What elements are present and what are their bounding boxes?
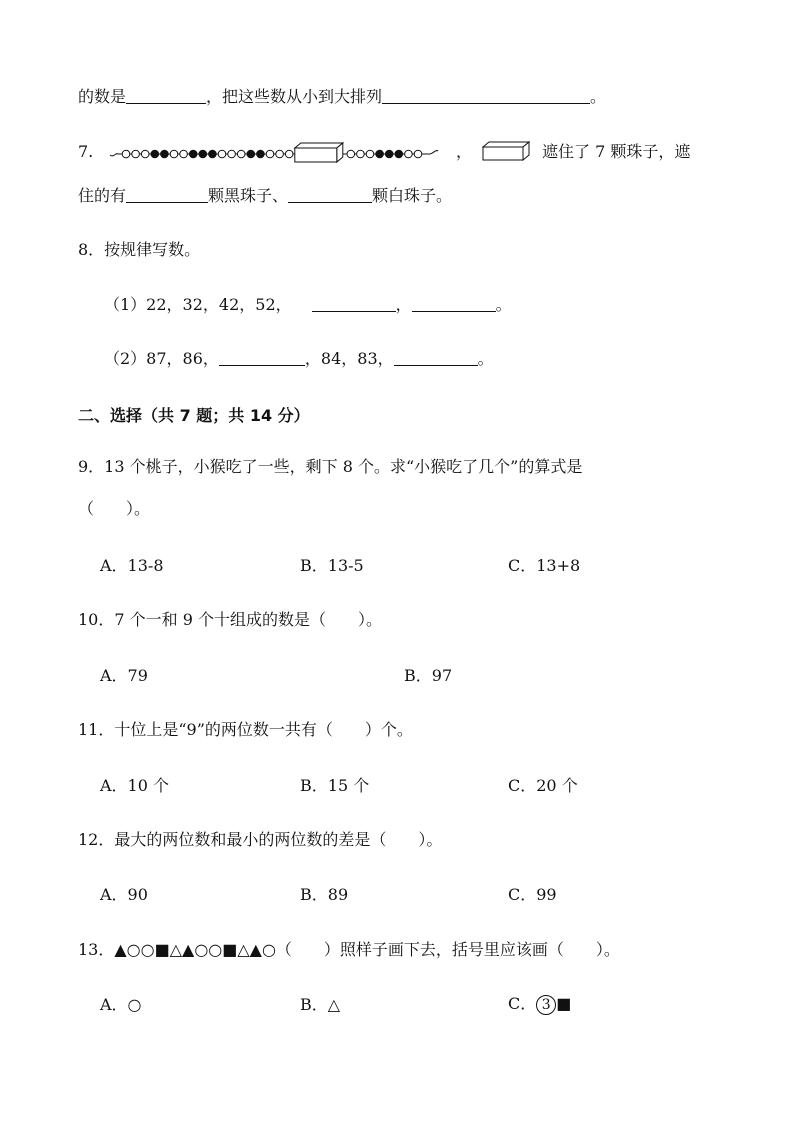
q8-part1 — [104, 295, 512, 315]
white-bead — [414, 150, 422, 158]
q11-option-b[interactable]: B．15 个 — [300, 776, 370, 795]
white-bead — [122, 150, 130, 158]
q13-option-c[interactable] — [508, 994, 571, 1015]
white-bead — [237, 150, 245, 158]
cover-box — [295, 143, 343, 162]
black-bead — [161, 150, 169, 158]
black-bead — [209, 150, 217, 158]
q13-stem: 13．▲○○■△▲○○■△▲○（ ）照样子画下去，括号里应该画（ ）。 — [78, 940, 620, 959]
white-bead — [366, 150, 374, 158]
answer-blank[interactable] — [312, 296, 396, 312]
bead-string — [110, 143, 438, 162]
answer-blank[interactable] — [394, 350, 478, 366]
white-bead — [276, 150, 284, 158]
answer-blank[interactable] — [126, 187, 208, 203]
white-bead — [141, 150, 149, 158]
bead-string-figure — [108, 134, 440, 170]
white-bead — [170, 150, 178, 158]
answer-blank[interactable] — [412, 296, 496, 312]
q8-stem: 8．按规律写数。 — [78, 240, 201, 259]
q7-text-c: 颗黑珠子、 — [208, 186, 289, 205]
white-bead — [347, 150, 355, 158]
q6-text-b: ，把这些数从小到大排列 — [206, 87, 383, 106]
q6-end: 。 — [590, 87, 607, 106]
q9-option-a[interactable]: A．13-8 — [100, 556, 164, 575]
black-bead — [199, 150, 207, 158]
q7-text-b: 住的有 — [78, 186, 127, 205]
black-bead — [247, 150, 255, 158]
white-bead — [132, 150, 140, 158]
q8-p1-label: （1）22，32，42，52， — [104, 295, 292, 314]
white-bead — [180, 150, 188, 158]
black-bead — [189, 150, 197, 158]
q13-option-a[interactable]: A．○ — [100, 995, 142, 1014]
q8-part2 — [104, 349, 494, 369]
white-bead — [228, 150, 236, 158]
section-title: 二、选择（共 7 题；共 14 分） — [78, 406, 310, 425]
answer-blank[interactable] — [382, 88, 590, 104]
cuboid-cover-icon — [482, 141, 530, 161]
q9-option-c[interactable]: C．13+8 — [508, 556, 581, 575]
q11-option-a[interactable]: A．10 个 — [100, 776, 170, 795]
white-bead — [218, 150, 226, 158]
q6-text-a: 的数是 — [78, 87, 127, 106]
q9-stem: 9．13 个桃子，小猴吃了一些，剩下 8 个。求“小猴吃了几个”的算式是 — [78, 457, 583, 476]
q13-option-c-label: C． — [508, 994, 537, 1013]
q7-number: 7. — [78, 142, 94, 161]
q13-option-b[interactable]: B．△ — [300, 995, 341, 1014]
square-icon: ■ — [556, 994, 572, 1013]
q8-p1-sep: ， — [395, 295, 412, 314]
q12-stem: 12．最大的两位数和最小的两位数的差是（ ）。 — [78, 830, 443, 849]
q7-line2 — [78, 186, 452, 206]
q8-p2-end: 。 — [477, 349, 494, 368]
q10-stem: 10．7 个一和 9 个十组成的数是（ ）。 — [78, 610, 382, 629]
answer-blank[interactable] — [288, 187, 372, 203]
black-bead — [395, 150, 403, 158]
q12-option-b[interactable]: B．89 — [300, 885, 349, 904]
q8-p2-mid: ，84，83， — [304, 349, 394, 368]
black-bead — [151, 150, 159, 158]
white-bead — [357, 150, 365, 158]
q7-text-d: 颗白珠子。 — [372, 186, 453, 205]
q7-line1 — [78, 142, 93, 162]
black-bead — [385, 150, 393, 158]
white-bead — [266, 150, 274, 158]
white-bead — [285, 150, 293, 158]
circled-number: 3 — [536, 995, 556, 1015]
q12-option-c[interactable]: C．99 — [508, 885, 557, 904]
q9-option-b[interactable]: B．13-5 — [300, 556, 364, 575]
answer-blank[interactable] — [219, 350, 305, 366]
q10-option-a[interactable]: A．79 — [100, 666, 148, 685]
q11-stem: 11．十位上是“9”的两位数一共有（ ）个。 — [78, 720, 413, 739]
q8-p2-label: （2）87，86， — [104, 349, 219, 368]
q10-option-b[interactable]: B．97 — [404, 666, 453, 685]
q8-p1-end: 。 — [495, 295, 512, 314]
q12-option-a[interactable]: A．90 — [100, 885, 148, 904]
black-bead — [257, 150, 265, 158]
q11-option-c[interactable]: C．20 个 — [508, 776, 578, 795]
q7-comma: ， — [456, 142, 473, 161]
answer-blank[interactable] — [126, 88, 206, 104]
white-bead — [405, 150, 413, 158]
black-bead — [376, 150, 384, 158]
q6-tail — [78, 87, 606, 107]
q7-text-a: 遮住了 7 颗珠子，遮 — [542, 142, 691, 161]
q9-paren: （ ）。 — [78, 499, 151, 518]
